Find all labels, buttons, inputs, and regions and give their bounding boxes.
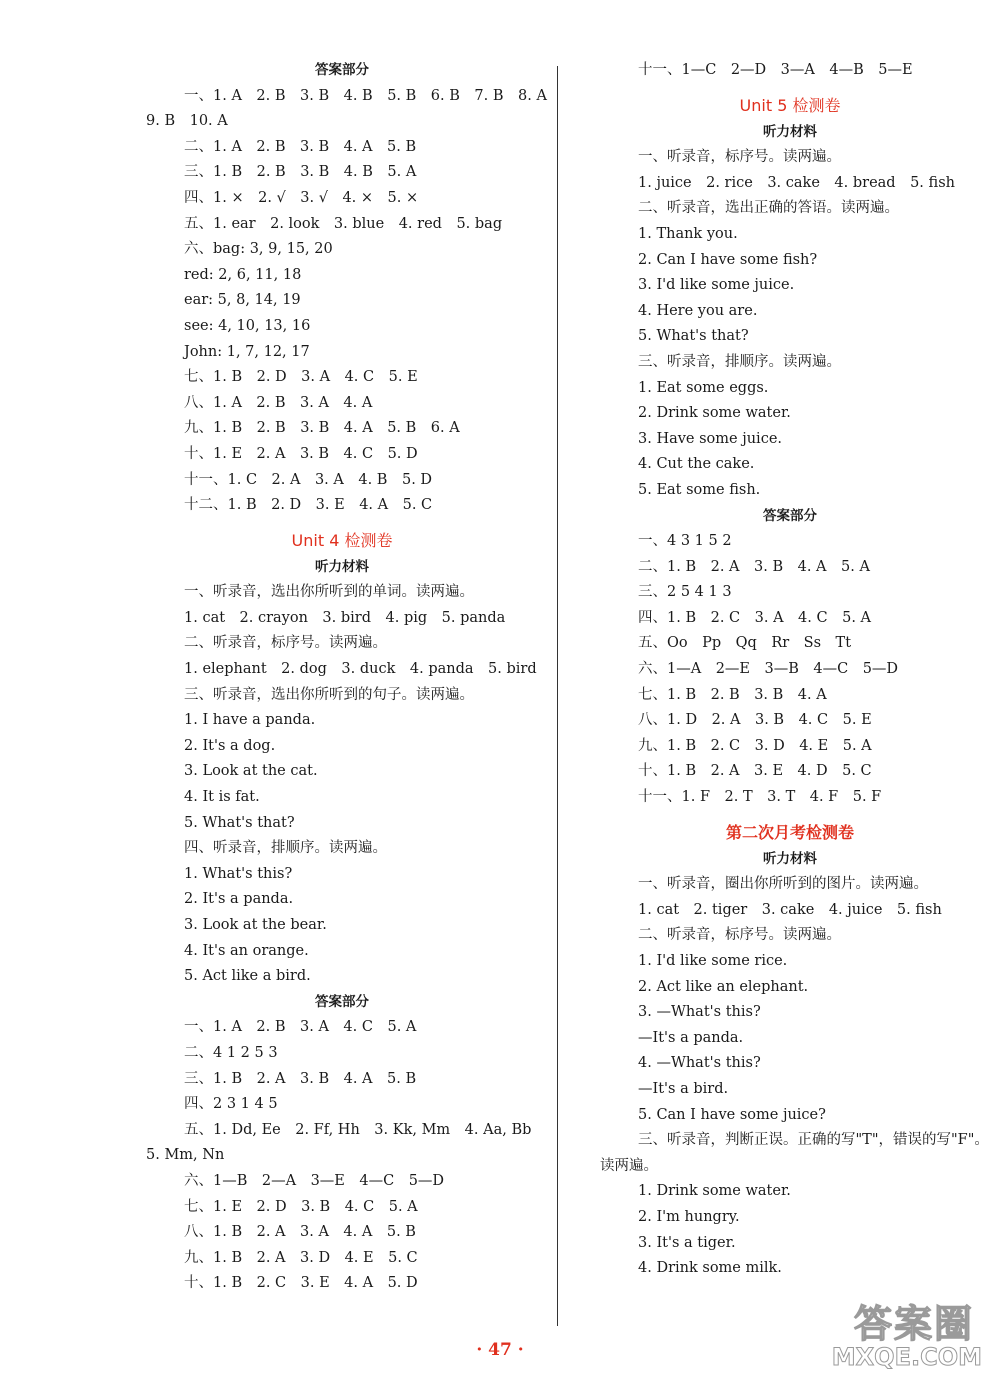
text-line: 二、1. B 2. A 3. B 4. A 5. A [638,558,870,575]
text-line: red: 2, 6, 11, 18 [184,266,302,283]
section-title: 第二次月考检测卷 [725,822,854,842]
text-line: 十、1. B 2. C 3. E 4. A 5. D [184,1275,418,1292]
text-line: 十、1. B 2. A 3. E 4. D 5. C [638,763,872,780]
section-title: Unit 4 检测卷 [291,530,393,550]
text-line: —It's a panda. [638,1029,744,1046]
text-line: 二、听录音，选出正确的答语。读两遍。 [638,200,899,217]
text-line: 五、Oo Pp Qq Rr Ss Tt [638,635,852,652]
column-divider [557,66,558,1326]
text-line: 2. Drink some water. [638,405,791,422]
text-line: 3. I'd like some juice. [638,277,795,294]
text-line: 六、bag: 3, 9, 15, 20 [184,241,333,258]
text-line: 八、1. A 2. B 3. A 4. A [184,394,373,411]
watermark-logo [818,1293,988,1383]
text-line: John: 1, 7, 12, 17 [184,343,310,360]
text-line: ear: 5, 8, 14, 19 [184,292,301,309]
text-line: 三、听录音，判断正误。正确的写"T"，错误的写"F"。 [638,1132,989,1149]
text-line: 1. elephant 2. dog 3. duck 4. panda 5. bird [184,661,537,678]
section-subheading: 答案部分 [763,507,817,524]
text-line: 1. Eat some eggs. [638,379,769,396]
text-line: 十二、1. B 2. D 3. E 4. A 5. C [184,497,433,514]
text-line: 三、2 5 4 1 3 [638,584,732,601]
text-line: 1. cat 2. crayon 3. bird 4. pig 5. panda [184,609,506,626]
text-line: 三、听录音，排顺序。读两遍。 [638,353,841,370]
section-subheading: 答案部分 [315,62,369,78]
text-line: 4. —What's this? [638,1055,761,1072]
text-line: 1. juice 2. rice 3. cake 4. bread 5. fish [638,174,955,191]
text-line: 四、1. B 2. C 3. A 4. C 5. A [638,609,872,626]
text-line: 3. —What's this? [638,1004,761,1021]
text-line: 八、1. D 2. A 3. B 4. C 5. E [638,712,872,729]
text-line: 4. It is fat. [184,789,260,806]
text-line: 三、1. B 2. B 3. B 4. B 5. A [184,164,417,181]
text-line: 2. It's a panda. [184,891,294,908]
text-line: 二、听录音，标序号。读两遍。 [638,927,841,944]
text-line: 4. Drink some milk. [638,1260,782,1277]
text-line: 5. What's that? [638,328,749,345]
text-line: 一、1. A 2. B 3. B 4. B 5. B 6. B 7. B 8. A [184,87,547,104]
text-line: 十一、1. C 2. A 3. A 4. B 5. D [184,471,433,488]
watermark-url: MXQE.COM [831,1343,982,1371]
text-line: 3. It's a tiger. [638,1234,736,1251]
text-line: 九、1. B 2. A 3. D 4. E 5. C [184,1249,418,1266]
text-line: 1. I'd like some rice. [638,953,788,969]
text-line: 五、1. Dd, Ee 2. Ff, Hh 3. Kk, Mm 4. Aa, Bb [184,1121,532,1138]
text-line: 四、1. × 2. √ 3. √ 4. × 5. × [184,189,419,206]
page-number: · 47 · [476,1340,524,1360]
section-subheading: 听力材料 [763,123,817,140]
right-column [600,58,989,1282]
text-line: 5. Can I have some juice? [638,1106,826,1123]
text-line: 十、1. E 2. A 3. B 4. C 5. D [184,445,418,462]
text-line: 4. Here you are. [638,302,758,319]
text-line: 七、1. E 2. D 3. B 4. C 5. A [184,1198,418,1215]
text-line: 三、1. B 2. A 3. B 4. A 5. B [184,1070,417,1087]
text-line: 八、1. B 2. A 3. A 4. A 5. B [184,1224,416,1241]
text-line: 1. Drink some water. [638,1183,791,1200]
text-line: 四、听录音，排顺序。读两遍。 [184,840,387,857]
text-line: 1. cat 2. tiger 3. cake 4. juice 5. fish [638,901,942,918]
text-line: 1. Thank you. [638,225,738,242]
text-line: 2. It's a dog. [184,737,276,754]
section-subheading: 答案部分 [315,993,369,1010]
text-line: 九、1. B 2. B 3. B 4. A 5. B 6. A [184,420,460,437]
watermark-text: 答案圈 [853,1302,974,1346]
text-line: 2. Act like an elephant. [638,978,809,995]
text-line: 十一、1—C 2—D 3—A 4—B 5—E [638,62,913,78]
text-line: 七、1. B 2. B 3. B 4. A [638,686,827,703]
section-subheading: 听力材料 [315,558,369,575]
text-line: 5. Eat some fish. [638,481,761,498]
text-line: 1. What's this? [184,865,293,882]
text-line: 九、1. B 2. C 3. D 4. E 5. A [638,737,872,754]
text-line: 一、听录音，选出你所听到的单词。读两遍。 [184,584,474,601]
text-line: 七、1. B 2. D 3. A 4. C 5. E [184,369,418,386]
text-line: 4. Cut the cake. [638,456,755,473]
text-line: 5. What's that? [184,814,295,831]
text-line: see: 4, 10, 13, 16 [184,317,311,334]
text-line: 一、4 3 1 5 2 [638,533,732,550]
text-line: 六、1—B 2—A 3—E 4—C 5—D [184,1172,445,1189]
text-line: 读两遍。 [600,1157,658,1174]
text-line: 四、2 3 1 4 5 [184,1096,278,1113]
text-line: 二、听录音，标序号。读两遍。 [184,635,387,652]
left-column [146,58,547,1297]
text-line: 1. I have a panda. [184,712,316,729]
text-line: 2. I'm hungry. [638,1208,740,1225]
text-line: 5. Act like a bird. [184,968,311,985]
text-line: 二、4 1 2 5 3 [184,1044,278,1061]
section-subheading: 听力材料 [763,850,817,867]
text-line: 5. Mm, Nn [146,1147,225,1164]
text-line: —It's a bird. [638,1080,729,1097]
text-line: 9. B 10. A [146,113,228,130]
text-line: 二、1. A 2. B 3. B 4. A 5. B [184,138,417,155]
text-line: 2. Can I have some fish? [638,251,818,268]
text-line: 十一、1. F 2. T 3. T 4. F 5. F [638,789,882,806]
text-line: 六、1—A 2—E 3—B 4—C 5—D [638,661,899,678]
text-line: 一、听录音，圈出你所听到的图片。读两遍。 [638,876,928,893]
text-line: 4. It's an orange. [184,942,309,959]
text-line: 3. Have some juice. [638,430,783,447]
text-line: 三、听录音，选出你所听到的句子。读两遍。 [184,686,474,703]
text-line: 五、1. ear 2. look 3. blue 4. red 5. bag [184,215,503,232]
text-line: 3. Look at the cat. [184,763,318,780]
text-line: 3. Look at the bear. [184,917,327,933]
text-line: 一、1. A 2. B 3. A 4. C 5. A [184,1019,417,1036]
text-line: 一、听录音，标序号。读两遍。 [638,149,841,166]
section-title: Unit 5 检测卷 [739,95,841,115]
